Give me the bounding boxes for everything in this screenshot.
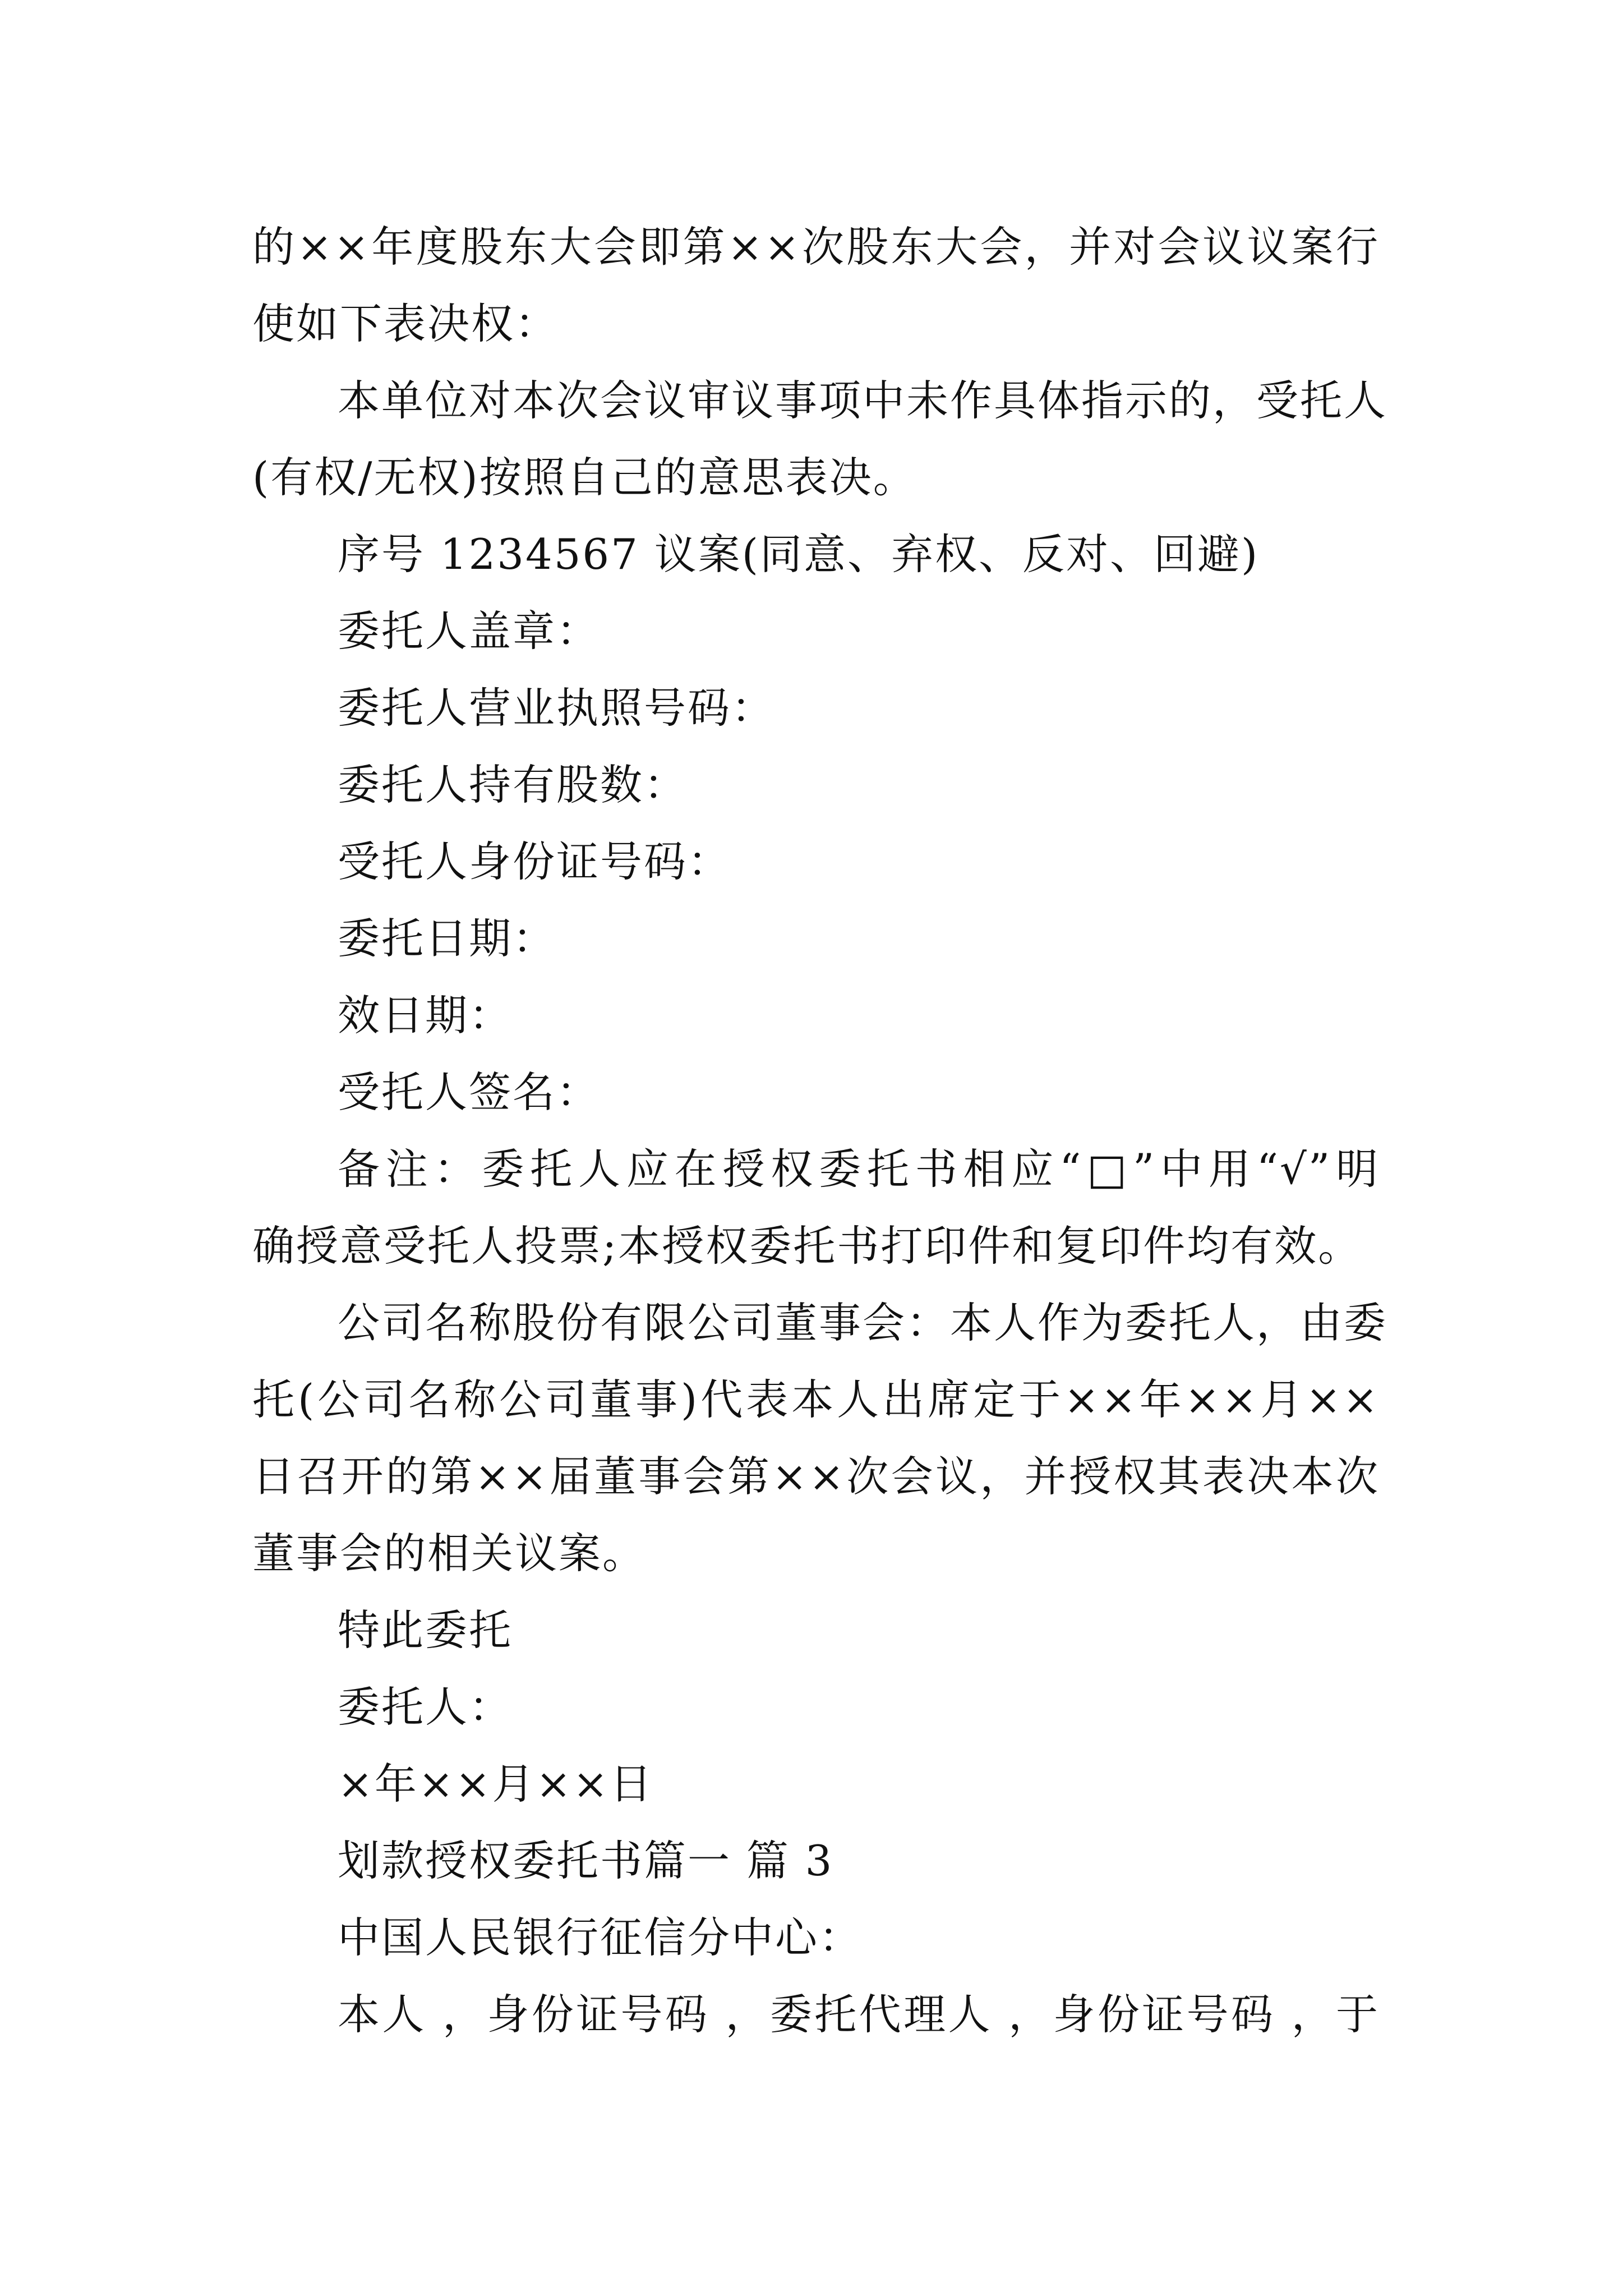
- paragraph-line: 公司名称股份有限公司董事会：本人作为委托人，由委: [338, 1298, 1388, 1347]
- date-line: ×年××月××日: [338, 1759, 654, 1809]
- field-label-line: 委托人营业执照号码：: [338, 683, 776, 733]
- field-label-line: 受托人签名：: [338, 1068, 601, 1117]
- field-label-line: 效日期：: [338, 991, 513, 1040]
- field-label-line: 委托日期：: [338, 914, 557, 963]
- section-heading: 划款授权委托书篇一 篇 3: [338, 1836, 834, 1885]
- paragraph-line: 的××年度股东大会即第××次股东大会，并对会议议案行: [252, 222, 1380, 272]
- closing-line: 特此委托: [338, 1605, 513, 1655]
- paragraph-line: 本单位对本次会议审议事项中未作具体指示的，受托人: [338, 376, 1388, 425]
- paragraph-line: 本人 ，身份证号码 ，委托代理人 ，身份证号码 ，于: [338, 1990, 1380, 2039]
- addressee-line: 中国人民银行征信分中心：: [338, 1913, 863, 1962]
- paragraph-line: 序号 1234567 议案(同意、弃权、反对、回避): [338, 530, 1260, 579]
- field-label-line: 委托人持有股数：: [338, 760, 688, 809]
- document-body: [252, 209, 1388, 2053]
- signature-label-line: 委托人：: [338, 1682, 513, 1732]
- field-label-line: 委托人盖章：: [338, 606, 601, 656]
- note-line: 备注：委托人应在授权委托书相应“□”中用“√”明: [338, 1144, 1380, 1194]
- paragraph-line: (有权/无权)按照自己的意思表决。: [252, 453, 917, 502]
- paragraph-line: 托(公司名称公司董事)代表本人出席定于××年××月××: [252, 1375, 1380, 1424]
- paragraph-line: 日召开的第××届董事会第××次会议，并授权其表决本次: [252, 1452, 1380, 1501]
- field-label-line: 受托人身份证号码：: [338, 837, 732, 886]
- note-line: 确授意受托人投票;本授权委托书打印件和复印件均有效。: [252, 1221, 1362, 1271]
- paragraph-line: 使如下表决权：: [252, 299, 559, 348]
- paragraph-line: 董事会的相关议案。: [252, 1529, 647, 1578]
